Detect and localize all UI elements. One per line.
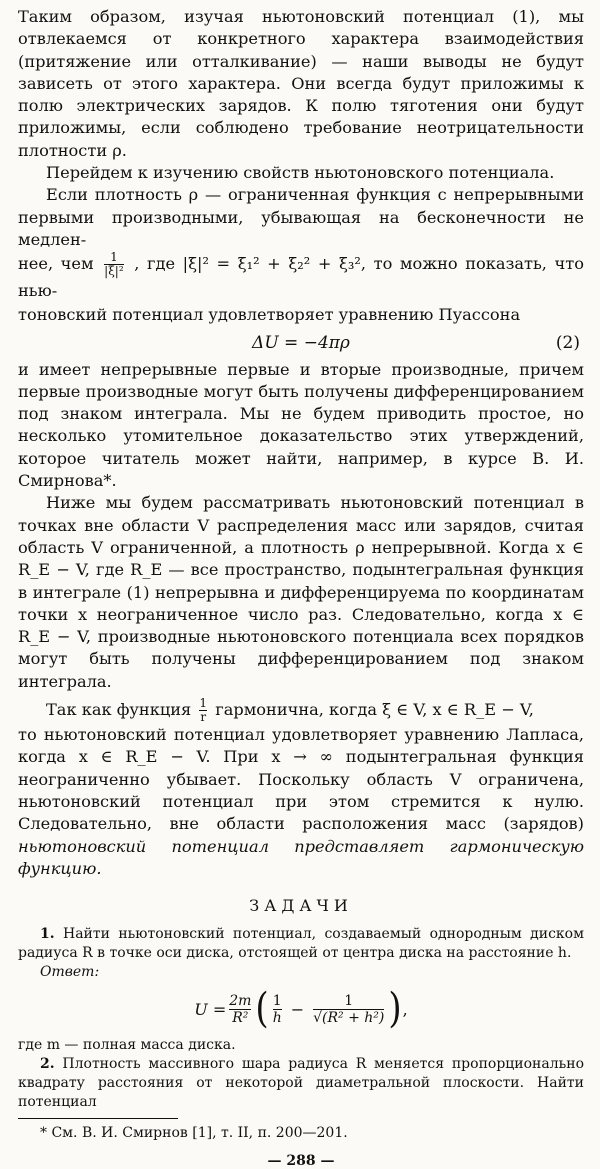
paragraph-6 bbox=[18, 724, 584, 880]
fraction-denominator: √(R² + h²) bbox=[313, 1009, 385, 1026]
footnote: * См. В. И. Смирнов [1], т. II, п. 200—201. bbox=[40, 1125, 348, 1142]
left-paren: ( bbox=[255, 985, 269, 1034]
text-fragment: то ньютоновский потенциал удовлетворяет уравнению Лапласа, когда x ∈ R_E − V. При x → ∞ подынтегральная функция неограниченно убывает. Поскольку область V ограничена, ньютоновский потенциал при этом стремится к нулю. Следовательно, вне области расположения масс (зарядов) bbox=[18, 725, 584, 834]
text-fragment: Так как функция bbox=[46, 700, 192, 720]
section-title: ЗАДАЧИ bbox=[249, 896, 353, 916]
fraction-numerator: 2m bbox=[229, 992, 252, 1009]
fraction-numerator: 1 bbox=[344, 992, 354, 1009]
fraction-denominator: |ξ|² bbox=[104, 264, 124, 279]
text-fragment: гармонична, когда ξ ∈ V, x ∈ R_E − V, bbox=[215, 700, 534, 720]
fraction-1-over-sqrt bbox=[313, 993, 384, 1026]
fraction-denominator: h bbox=[272, 1009, 282, 1026]
paragraph-5: Ниже мы будем рассматривать ньютоновский потенциал в точках вне области V распределения масс или зарядов, считая область V ограниченной, а плотность ρ непрерывной. Когда x ∈ R_E − V, где R_E — все пространство, подынтегральная функция в интеграле (1) непрерывна и дифференцируема по координатам точки x неограниченное число раз. Следовательно, когда x ∈ R_E − V, производные ньютоновского потенциала всех порядков могут быть получены дифференцированием под знаком интеграла. bbox=[18, 493, 584, 691]
task-2 bbox=[18, 1055, 584, 1112]
fraction-one-over-xi-squared bbox=[104, 251, 124, 278]
fraction-denominator: r bbox=[200, 710, 207, 725]
text-fragment: нее, чем bbox=[18, 254, 94, 274]
task-1 bbox=[18, 925, 584, 963]
right-paren: ) bbox=[388, 985, 402, 1034]
fraction-2m-over-r2 bbox=[229, 993, 251, 1026]
equation-body: ΔU = −4πρ bbox=[252, 332, 350, 353]
formula-lhs: U = bbox=[194, 999, 227, 1019]
task-text: Плотность массивного шара радиуса R меняется пропорционально квадрату расстояния от некоторой диаметральной плоскости. Найти потенциал bbox=[18, 1056, 585, 1111]
fraction-1-over-h bbox=[273, 993, 282, 1026]
fraction-numerator: 1 bbox=[272, 992, 282, 1009]
fraction-numerator: 1 bbox=[199, 696, 208, 711]
formula-comma: , bbox=[402, 999, 408, 1019]
fraction-denominator: R² bbox=[232, 1009, 249, 1026]
task-1-note: где m — полная масса диска. bbox=[18, 1037, 236, 1054]
paragraph-6-formula-line bbox=[18, 697, 584, 724]
paragraph-3-end: тоновский потенциал удовлетворяет уравнению Пуассона bbox=[18, 305, 521, 325]
answer-formula bbox=[18, 982, 584, 1036]
italic-conclusion: ньютоновский потенциал представляет гармоническую функцию. bbox=[18, 836, 584, 878]
minus-sign: − bbox=[290, 999, 305, 1019]
fraction-numerator: 1 bbox=[110, 250, 118, 265]
fraction-one-over-r bbox=[199, 697, 207, 724]
task-text: Найти ньютоновский потенциал, создаваемый однородным диском радиуса R в точке оси диска, отстоящей от центра диска на расстояние h. bbox=[18, 926, 584, 962]
page-number: — 288 — bbox=[267, 1153, 335, 1169]
answer-label: Ответ: bbox=[40, 964, 100, 981]
task-number: 2. bbox=[40, 1056, 55, 1073]
text-fragment: , где |ξ|² = ξ₁² + ξ₂² + ξ₃², то можно показать, что нью- bbox=[18, 254, 584, 301]
paragraph-3-formula-line bbox=[18, 251, 584, 304]
paragraph-1: Таким образом, изучая ньютоновский потенциал (1), мы отвлекаемся от конкретного характера взаимодействия (притяжение или отталкивание) — наши выводы не будут зависеть от этого характера. Они всегда будут приложимы к полю электрических зарядов. К полю тяготения они будут приложимы, если соблюдено требование неотрицательности плотности ρ. bbox=[18, 7, 584, 160]
equation-number: (2) bbox=[555, 332, 580, 353]
task-number: 1. bbox=[40, 926, 55, 943]
footnote-divider bbox=[18, 1118, 178, 1119]
paragraph-2: Перейдем к изучению свойств ньютоновского потенциала. bbox=[46, 163, 555, 183]
paragraph-3-start: Если плотность ρ — ограниченная функция с непрерывными первыми производными, убывающая на бесконечности не медлен- bbox=[18, 185, 584, 249]
paragraph-4: и имеет непрерывные первые и вторые производные, причем первые производные могут быть получены дифференцированием под знаком интеграла. Мы не будем приводить простое, но несколько утомительное доказательство этих утверждений, которое читатель может найти, например, в курсе В. И. Смирнова*. bbox=[18, 359, 584, 491]
poisson-equation bbox=[18, 327, 584, 359]
